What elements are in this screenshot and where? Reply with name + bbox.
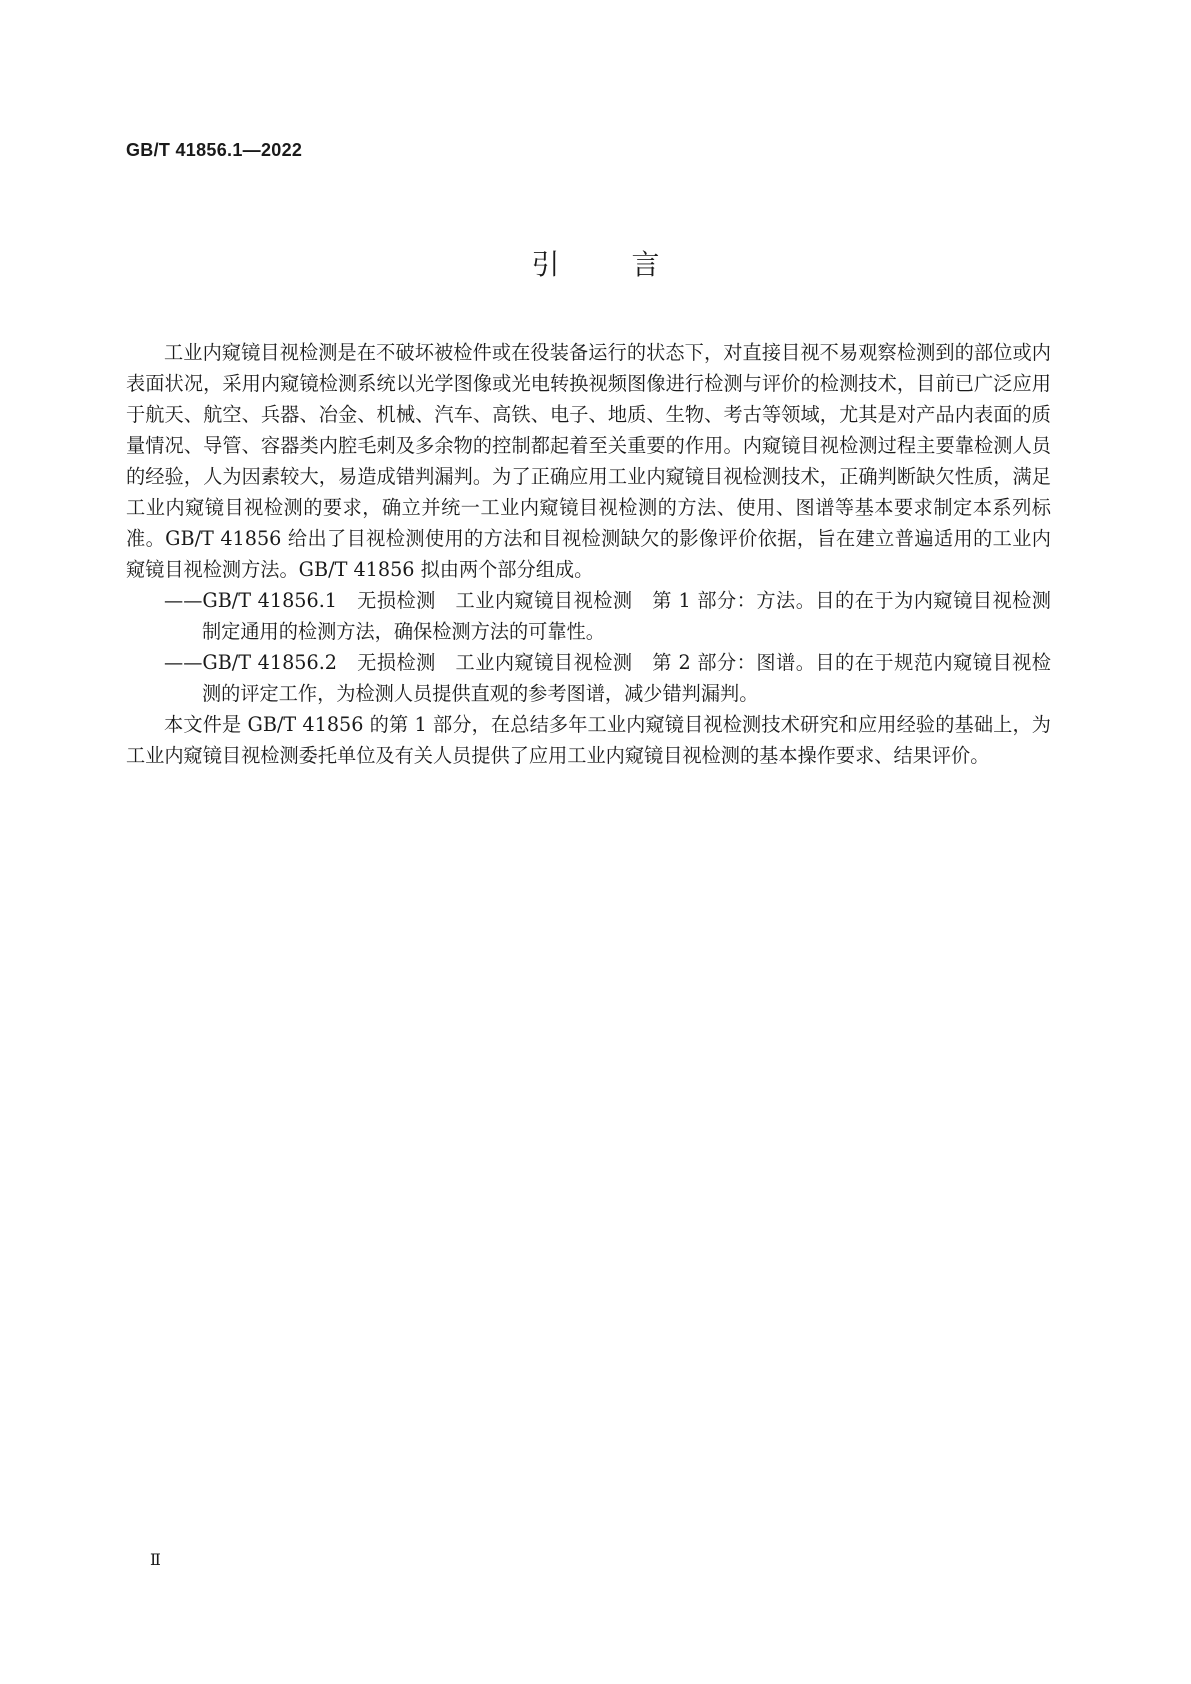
page-number: Ⅱ <box>150 1550 161 1569</box>
body-content <box>126 337 1051 771</box>
list-item-part-1: ——GB/T 41856.1 无损检测 工业内窥镜目视检测 第 1 部分：方法。目的在于为内窥镜目视检测制定通用的检测方法，确保检测方法的可靠性。 <box>164 589 1051 643</box>
paragraph-intro: 工业内窥镜目视检测是在不破坏被检件或在役装备运行的状态下，对直接目视不易观察检测到的部位或内表面状况，采用内窥镜检测系统以光学图像或光电转换视频图像进行检测与评价的检测技术，目前已广泛应用于航天、航空、兵器、冶金、机械、汽车、高铁、电子、地质、生物、考古等领域，尤其是对产品内表面的质量情况、导管、容器类内腔毛刺及多余物的控制都起着至关重要的作用。内窥镜目视检测过程主要靠检测人员的经验，人为因素较大，易造成错判漏判。为了正确应用工业内窥镜目视检测技术，正确判断缺欠性质，满足工业内窥镜目视检测的要求，确立并统一工业内窥镜目视检测的方法、使用、图谱等基本要求制定本系列标准。GB/T 41856 给出了目视检测使用的方法和目视检测缺欠的影像评价依据，旨在建立普遍适用的工业内窥镜目视检测方法。GB/T 41856 拟由两个部分组成。 <box>126 341 1051 581</box>
paragraph-scope: 本文件是 GB/T 41856 的第 1 部分，在总结多年工业内窥镜目视检测技术研究和应用经验的基础上，为工业内窥镜目视检测委托单位及有关人员提供了应用工业内窥镜目视检测的基本操作要求、结果评价。 <box>126 713 1051 767</box>
list-item-part-2: ——GB/T 41856.2 无损检测 工业内窥镜目视检测 第 2 部分：图谱。目的在于规范内窥镜目视检测的评定工作，为检测人员提供直观的参考图谱，减少错判漏判。 <box>164 651 1051 705</box>
document-code: GB/T 41856.1—2022 <box>126 140 303 160</box>
section-title: 引言 <box>531 248 732 281</box>
